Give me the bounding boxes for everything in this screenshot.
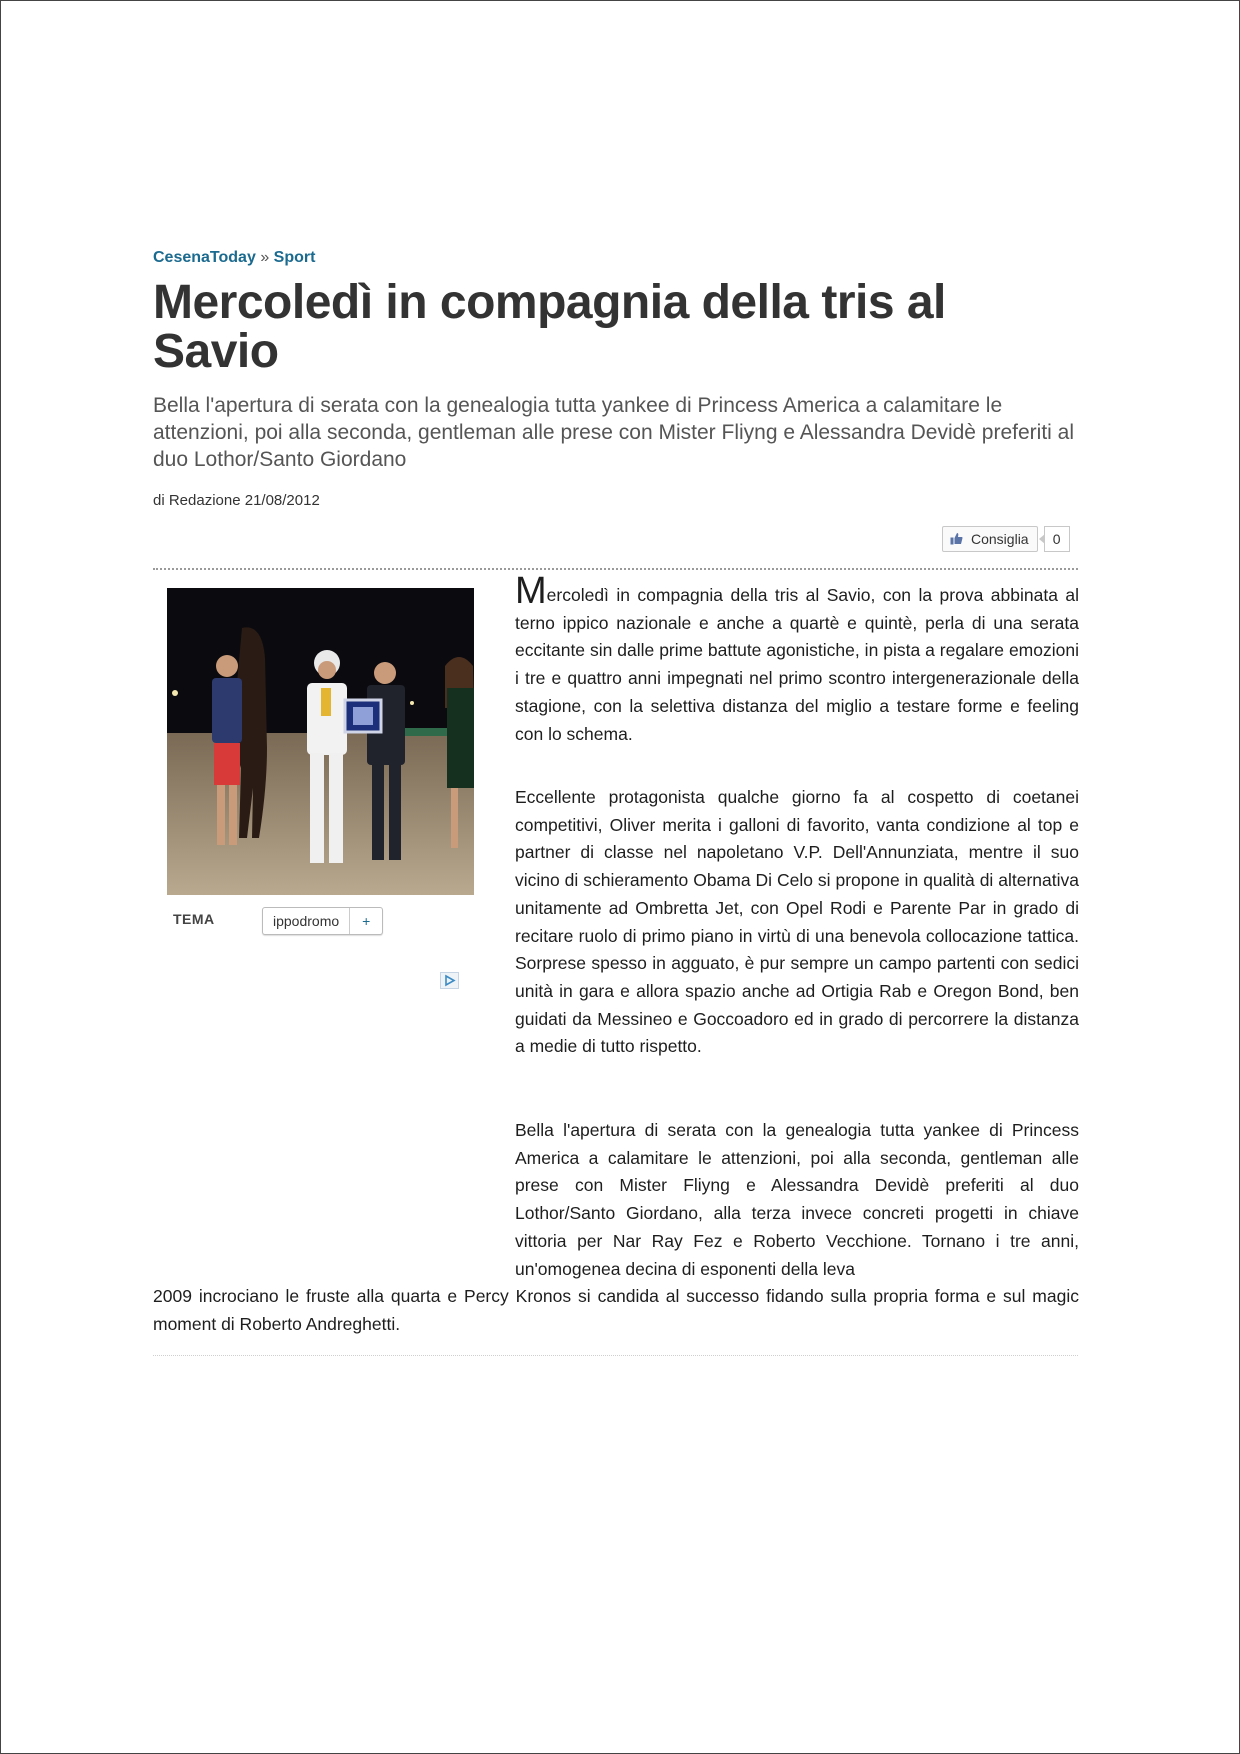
article-paragraph-1	[515, 570, 1079, 748]
like-button[interactable]	[942, 526, 1038, 552]
like-widget	[942, 526, 1070, 552]
winner-ceremony-image	[167, 588, 474, 895]
article-title: Mercoledì in compagnia della tris al Savio	[153, 276, 946, 378]
drop-cap: M	[515, 570, 547, 612]
article-photo[interactable]	[167, 588, 474, 895]
breadcrumb-section-link[interactable]: Sport	[273, 249, 316, 266]
like-count: 0	[1044, 526, 1070, 552]
adchoices-icon[interactable]	[440, 972, 459, 989]
divider-bottom	[153, 1355, 1078, 1356]
breadcrumb-site-link[interactable]: CesenaToday	[153, 249, 256, 266]
divider-top	[153, 568, 1078, 570]
article-byline: di Redazione 21/08/2012	[153, 492, 320, 509]
breadcrumb	[153, 249, 315, 267]
like-button-label: Consiglia	[971, 531, 1029, 547]
article-paragraph-3: Bella l'apertura di serata con la genealogia tutta yankee di Princess America a calamitare le attenzioni, poi alla seconda, gentleman alle prese con Mister Fliyng e Alessandra Devidè preferiti al duo Lothor/Santo Giordano, alla terza invece concreti progetti in chiave vittoria per Nar Ray Fez e Roberto Vecchione. Tornano i tre anni, un'omogenea decina di esponenti della leva	[515, 1120, 1079, 1279]
article-paragraph-2: Eccellente protagonista qualche giorno fa al cospetto di coetanei competitivi, Oliver merita i galloni di favorito, vanta condizione al top e partner di classe nel napoletano V.P. Dell'Annunziata, mentre il suo vicino di schieramento Obama Di Celo si propone in qualità di alternativa unitamente ad Ombretta Jet, con Opel Rodi e Parente Par in grado di recitare ruolo di primo piano in virtù di una benevola collocazione tattica. Sorprese spesso in agguato, è pur sempre un campo partenti con sedici unità in gara e allora spazio anche ad Ortigia Rab e Oregon Bond, ben guidati da Messineo e Goccoadoro ed in grado di percorrere la distanza a medie di tutto rispetto.	[515, 787, 1079, 1057]
tag-label[interactable]: ippodromo	[273, 913, 340, 929]
article-paragraph-3-continuation: 2009 incrociano le fruste alla quarta e Percy Kronos si candida al successo fidando sulla propria forma e sul magic moment di Roberto Andreghetti.	[153, 1286, 1079, 1334]
article-lead: Bella l'apertura di serata con la genealogia tutta yankee di Princess America a calamitare le attenzioni, poi alla seconda, gentleman alle prese con Mister Fliyng e Alessandra Devidè preferiti al duo Lothor/Santo Giordano	[153, 394, 1075, 471]
article-paragraph-1-text: ercoledì in compagnia della tris al Savio, con la prova abbinata al terno ippico nazionale e anche a quartè e quintè, perla di una serata eccitante sin dalle prime battute agonistiche, in pista a regalare emozioni i tre e quattro anni impegnati nel primo scontro intergenerazionale della stagione, con la selettiva distanza del miglio a testare forme e feeling con lo schema.	[515, 585, 1079, 744]
thumbs-up-icon	[950, 532, 963, 545]
tag-chip[interactable]	[262, 907, 383, 935]
tag-add-button[interactable]: +	[349, 908, 382, 934]
breadcrumb-separator: »	[260, 249, 270, 266]
tags-heading: TEMA	[173, 911, 215, 927]
